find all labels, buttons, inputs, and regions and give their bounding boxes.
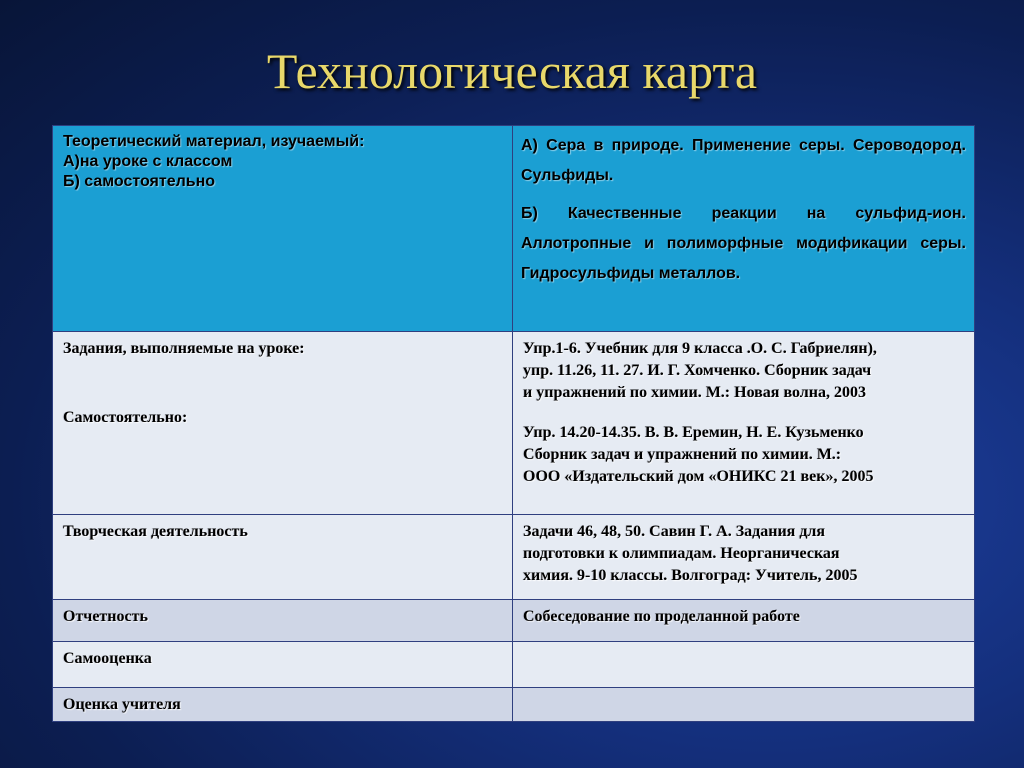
theory-label-line: Б) самостоятельно — [63, 173, 216, 190]
table-row-theory — [53, 126, 975, 332]
table-row-tasks — [53, 332, 975, 515]
tasks-value-line: и упражнений по химии. М.: Новая волна, 2003 — [523, 384, 866, 401]
theory-label-line: А)на уроке с классом — [63, 153, 233, 170]
theory-value-a: А) Сера в природе. Применение серы. Сероводород. Сульфиды. — [521, 137, 966, 184]
tasks-label: Задания, выполняемые на уроке: — [63, 340, 305, 357]
tasks-self-value-line: ООО «Издательский дом «ОНИКС 21 век», 2005 — [523, 468, 874, 485]
teacher-assessment-value-cell — [513, 688, 975, 722]
theory-value-b: Б) Качественные реакции на сульфид-ион. Аллотропные и полиморфные модификации серы. Гидросульфиды металлов. — [521, 205, 966, 282]
teacher-assessment-label-cell — [53, 688, 513, 722]
tasks-value-line: упр. 11.26, 11. 27. И. Г. Хомченко. Сборник задач — [523, 362, 872, 379]
tasks-label-cell — [53, 332, 513, 515]
technology-map-table — [52, 125, 975, 722]
self-assessment-value-cell — [513, 642, 975, 688]
creative-label: Творческая деятельность — [63, 523, 248, 540]
creative-value-line: подготовки к олимпиадам. Неорганическая — [523, 545, 840, 562]
report-value: Собеседование по проделанной работе — [523, 608, 800, 625]
table-row-self-assessment — [53, 642, 975, 688]
table-row-report — [53, 600, 975, 642]
self-assessment-label-cell — [53, 642, 513, 688]
tasks-value-line: Упр.1-6. Учебник для 9 класса .О. С. Габриелян), — [523, 340, 877, 357]
tasks-value-cell — [513, 332, 975, 515]
report-value-cell — [513, 600, 975, 642]
tasks-self-label: Самостоятельно: — [63, 409, 188, 426]
table-row-teacher-assessment — [53, 688, 975, 722]
tasks-self-value-line: Сборник задач и упражнений по химии. М.: — [523, 446, 842, 463]
theory-label-cell — [53, 126, 513, 332]
creative-label-cell — [53, 515, 513, 600]
tasks-self-value-line: Упр. 14.20-14.35. В. В. Еремин, Н. Е. Кузьменко — [523, 424, 864, 441]
creative-value-cell — [513, 515, 975, 600]
theory-label-line: Теоретический материал, изучаемый: — [63, 133, 365, 150]
creative-value-line: химия. 9-10 классы. Волгоград: Учитель, 2005 — [523, 567, 858, 584]
creative-value-line: Задачи 46, 48, 50. Савин Г. А. Задания для — [523, 523, 826, 540]
report-label: Отчетность — [63, 608, 148, 625]
self-assessment-label: Самооценка — [63, 650, 152, 667]
table-row-creative — [53, 515, 975, 600]
teacher-assessment-label: Оценка учителя — [63, 696, 181, 713]
slide-title: Технологическая карта — [266, 43, 758, 99]
report-label-cell — [53, 600, 513, 642]
theory-value-cell — [513, 126, 975, 332]
